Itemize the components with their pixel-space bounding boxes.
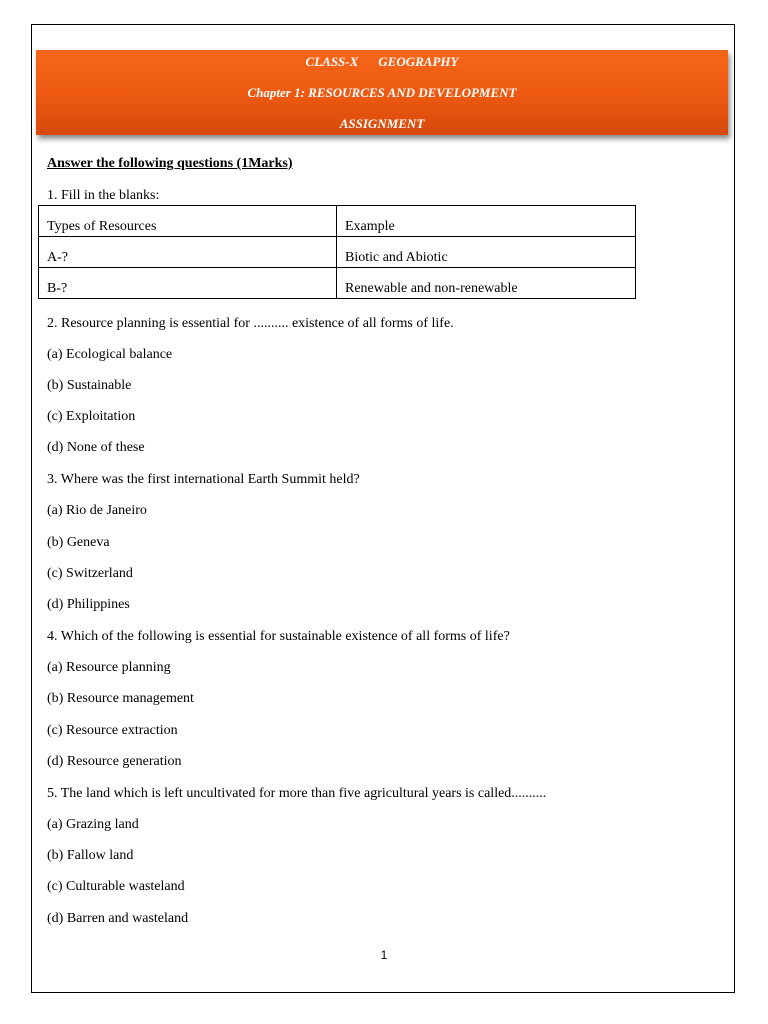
assignment-label: ASSIGNMENT <box>339 116 425 131</box>
table-cell: Biotic and Abiotic <box>337 237 636 268</box>
page-number: 1 <box>380 948 388 962</box>
header-banner <box>36 50 728 135</box>
option-item: (d) Barren and wasteland <box>47 911 189 926</box>
table-cell: Renewable and non-renewable <box>337 268 636 299</box>
resources-table <box>38 205 636 299</box>
option-item: (a) Resource planning <box>47 660 171 675</box>
option-item: (d) Philippines <box>47 597 130 612</box>
class-subject-line <box>36 54 728 70</box>
table-cell: B-? <box>39 268 337 299</box>
table-header-cell: Example <box>337 206 636 237</box>
table-row <box>39 237 636 268</box>
option-item: (d) Resource generation <box>47 754 182 769</box>
option-item: (c) Resource extraction <box>47 723 178 738</box>
option-item: (b) Geneva <box>47 535 110 550</box>
section-heading: Answer the following questions (1Marks) <box>47 156 293 171</box>
option-item: (b) Fallow land <box>47 848 134 863</box>
table-cell: A-? <box>39 237 337 268</box>
table-header-row <box>39 206 636 237</box>
subject-label: GEOGRAPHY <box>378 54 459 69</box>
option-item: (b) Resource management <box>47 691 194 706</box>
table-header-cell: Types of Resources <box>39 206 337 237</box>
option-item: (a) Grazing land <box>47 817 139 832</box>
option-item: (a) Ecological balance <box>47 347 173 362</box>
question-4: 4. Which of the following is essential for sustainable existence of all forms of life? <box>47 629 510 644</box>
option-item: (a) Rio de Janeiro <box>47 503 147 518</box>
class-label: CLASS-X <box>305 54 359 69</box>
question-2: 2. Resource planning is essential for .......... existence of all forms of life. <box>47 316 454 331</box>
chapter-title: Chapter 1: RESOURCES AND DEVELOPMENT <box>247 85 517 100</box>
option-item: (b) Sustainable <box>47 378 132 393</box>
option-item: (d) None of these <box>47 440 145 455</box>
option-item: (c) Switzerland <box>47 566 133 581</box>
question-1: 1. Fill in the blanks: <box>47 188 160 203</box>
table-row <box>39 268 636 299</box>
option-item: (c) Exploitation <box>47 409 136 424</box>
question-3: 3. Where was the first international Earth Summit held? <box>47 472 360 487</box>
option-item: (c) Culturable wasteland <box>47 879 185 894</box>
question-5: 5. The land which is left uncultivated for more than five agricultural years is called.......... <box>47 786 547 801</box>
